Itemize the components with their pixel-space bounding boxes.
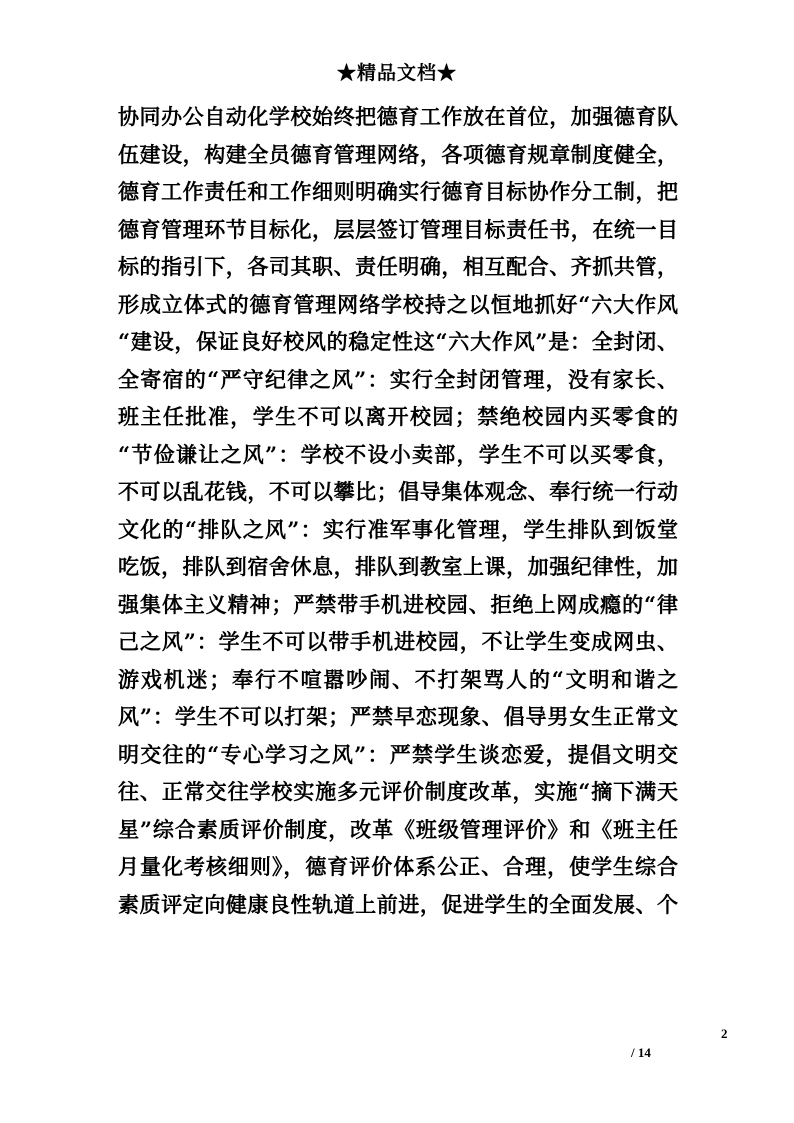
- body-line: 星”综合素质评价制度，改革《班级管理评价》和《班主任: [118, 816, 678, 842]
- body-line: 素质评定向健康良性轨道上前进，促进学生的全面发展、个: [118, 891, 678, 917]
- body-line: 伍建设，构建全员德育管理网络，各项德育规章制度健全，: [118, 141, 678, 167]
- body-line: 德育管理环节目标化，层层签订管理目标责任书，在统一目: [118, 216, 678, 242]
- body-line: “建设，保证良好校风的稳定性这“六大作风”是：全封闭、: [118, 329, 678, 354]
- body-line: 月量化考核细则》，德育评价体系公正、合理，使学生综合: [118, 854, 678, 879]
- body-line: 全寄宿的“严守纪律之风”：实行全封闭管理，没有家长、: [118, 366, 678, 392]
- body-line: 强集体主义精神；严禁带手机进校园、拒绝上网成瘾的“律: [118, 591, 678, 617]
- document-header-title: ★精品文档★: [336, 62, 457, 84]
- body-line: 风”：学生不可以打架；严禁早恋现象、倡导男女生正常文: [118, 704, 678, 729]
- body-line: 协同办公自动化学校始终把德育工作放在首位，加强德育队: [118, 104, 678, 129]
- body-line: 吃饭，排队到宿舍休息，排队到教室上课，加强纪律性，加: [118, 554, 678, 579]
- body-line: 标的指引下，各司其职、责任明确，相互配合、齐抓共管，: [118, 254, 678, 279]
- body-line: 不可以乱花钱，不可以攀比；倡导集体观念、奉行统一行动: [118, 479, 678, 504]
- body-line: 游戏机迷；奉行不喧嚣吵闹、不打架骂人的“文明和谐之: [118, 666, 678, 692]
- body-line: 明交往的“专心学习之风”：严禁学生谈恋爱，提倡文明交: [118, 741, 678, 767]
- body-line: 往、正常交往学校实施多元评价制度改革，实施“摘下满天: [118, 779, 678, 804]
- page-total: / 14: [631, 1045, 651, 1060]
- body-line: 文化的“排队之风”：实行准军事化管理，学生排队到饭堂: [118, 516, 678, 542]
- body-line: 德育工作责任和工作细则明确实行德育目标协作分工制，把: [118, 179, 678, 204]
- body-line: 班主任批准，学生不可以离开校园；禁绝校园内买零食的: [118, 404, 678, 429]
- page-number: 2: [721, 1026, 728, 1041]
- document-body: [118, 98, 678, 923]
- body-line: “节俭谦让之风”：学校不设小卖部，学生不可以买零食，: [118, 441, 678, 467]
- body-line: 己之风”：学生不可以带手机进校园，不让学生变成网虫、: [118, 629, 678, 654]
- body-line: 形成立体式的德育管理网络学校持之以恒地抓好“六大作风: [118, 291, 678, 317]
